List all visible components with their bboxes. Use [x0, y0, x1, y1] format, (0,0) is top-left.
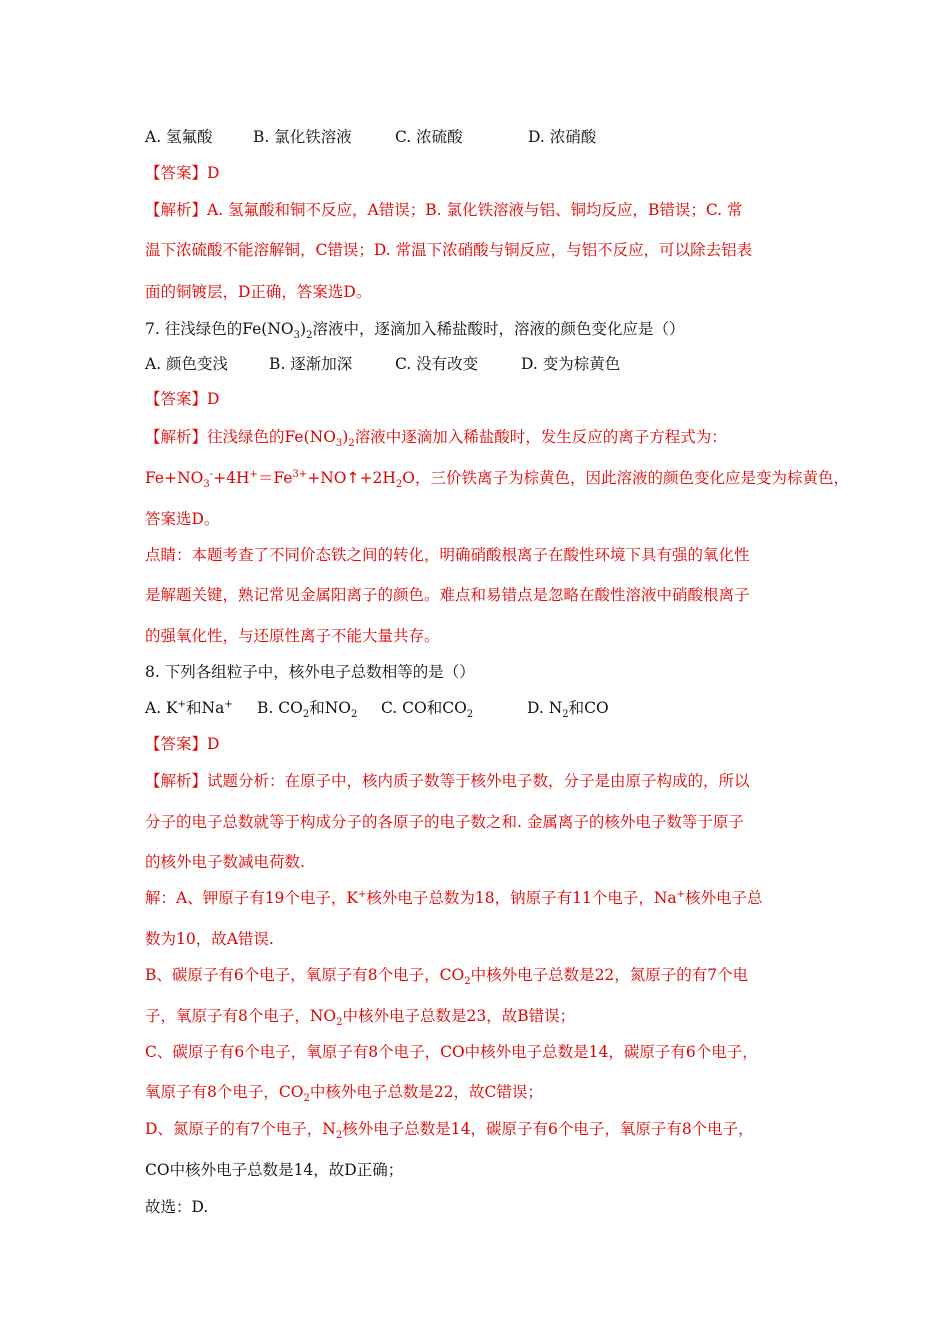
q8-option-b: B. $CO_2$和$NO_2$ [257, 699, 358, 721]
q7-option-d: D. 变为棕黄色 [521, 355, 621, 373]
q7-option-c: C. 没有改变 [395, 355, 479, 373]
q8-solution-b-line-1: B、碳原子有6个电子，氧原子有8个电子，$CO_2$中核外电子总数是22，氮原子的有7个电 [145, 966, 749, 988]
q8-conclusion: 故选：D. [145, 1198, 209, 1216]
q8-option-c: C. CO和$CO_2$ [381, 699, 474, 721]
q8-stem: 8. 下列各组粒子中，核外电子总数相等的是（） [145, 663, 475, 681]
q7-options [145, 354, 620, 374]
q6-option-a: A. 氢氟酸 [145, 128, 213, 146]
q8-analysis-line-1: 【解析】试题分析：在原子中，核内质子数等于核外电子数，分子是由原子构成的，所以 [145, 772, 750, 790]
q8-solution-d-line-1: D、氮原子的有7个电子，$N_2$核外电子总数是14，碳原子有6个电子，氧原子有8个电子， [145, 1120, 754, 1142]
gas-arrow-icon: ↑ [346, 469, 360, 487]
q6-option-d: D. 浓硝酸 [528, 128, 597, 146]
q7-ionic-equation: $Fe+NO_3^-+4H^+=Fe^{3+}+NO↑+2H_2O$，三价铁离子为棕黄色，因此溶液的颜色变化应是变为棕黄色， [145, 468, 849, 491]
q6-analysis-line-3: 面的铜镀层，D正确，答案选D。 [145, 283, 372, 301]
q8-options [145, 698, 609, 721]
q8-option-a: A. K+和Na+ [145, 698, 233, 717]
q6-answer: 【答案】D [145, 164, 220, 182]
q6-analysis-line-1: 【解析】A. 氢氟酸和铜不反应，A错误；B. 氯化铁溶液与铝、铜均反应，B错误；C. 常 [145, 201, 743, 219]
q8-solution-a-line-2: 数为10，故A错误. [145, 930, 274, 948]
q6-option-c: C. 浓硫酸 [395, 128, 463, 146]
q7-option-b: B. 逐渐加深 [269, 355, 353, 373]
q8-analysis-line-2: 分子的电子总数就等于构成分子的各原子的电子数之和. 金属离子的核外电子数等于原子 [145, 813, 744, 831]
q6-analysis-line-2: 温下浓硫酸不能溶解铜，C错误；D. 常温下浓硝酸与铜反应，与铝不反应，可以除去铝表 [145, 241, 753, 259]
q8-analysis-line-3: 的核外电子数减电荷数. [145, 853, 305, 871]
q7-analysis-line-1: 【解析】往浅绿色的$Fe(NO_3)_2$溶液中逐滴加入稀盐酸时，发生反应的离子方程式为： [145, 428, 727, 450]
q7-option-a: A. 颜色变浅 [145, 355, 229, 373]
q8-solution-d-line-2: CO中核外电子总数是14，故D正确； [145, 1161, 404, 1179]
q8-solution-c-line-2: 氧原子有8个电子，$CO_2$中核外电子总数是22，故C错误； [145, 1083, 543, 1105]
q7-stem: 7. 往浅绿色的$Fe(NO_3)_2$溶液中，逐滴加入稀盐酸时，溶液的颜色变化应是（） [145, 320, 685, 342]
q6-option-b: B. 氯化铁溶液 [253, 128, 352, 146]
q8-solution-b-line-2: 子，氧原子有8个电子，$NO_2$中核外电子总数是23，故B错误； [145, 1007, 576, 1029]
q6-options [145, 127, 596, 147]
q8-solution-a-line-1: 解：A、钾原子有19个电子，K+核外电子总数为18，钠原子有11个电子，Na+核外电子总 [145, 888, 763, 907]
q7-comment-line-2: 是解题关键，熟记常见金属阳离子的颜色。难点和易错点是忽略在酸性溶液中硝酸根离子 [145, 586, 750, 604]
q7-comment-line-1: 点睛：本题考查了不同价态铁之间的转化，明确硝酸根离子在酸性环境下具有强的氧化性 [145, 546, 750, 564]
q7-comment-line-3: 的强氧化性，与还原性离子不能大量共存。 [145, 627, 440, 645]
q7-analysis-line-3: 答案选D。 [145, 510, 220, 528]
q8-answer: 【答案】D [145, 735, 220, 753]
q8-solution-c-line-1: C、碳原子有6个电子，氧原子有8个电子，CO中核外电子总数是14，碳原子有6个电子， [145, 1043, 758, 1061]
q8-option-d: D. $N_2$和CO [527, 699, 609, 721]
q7-answer: 【答案】D [145, 390, 220, 408]
